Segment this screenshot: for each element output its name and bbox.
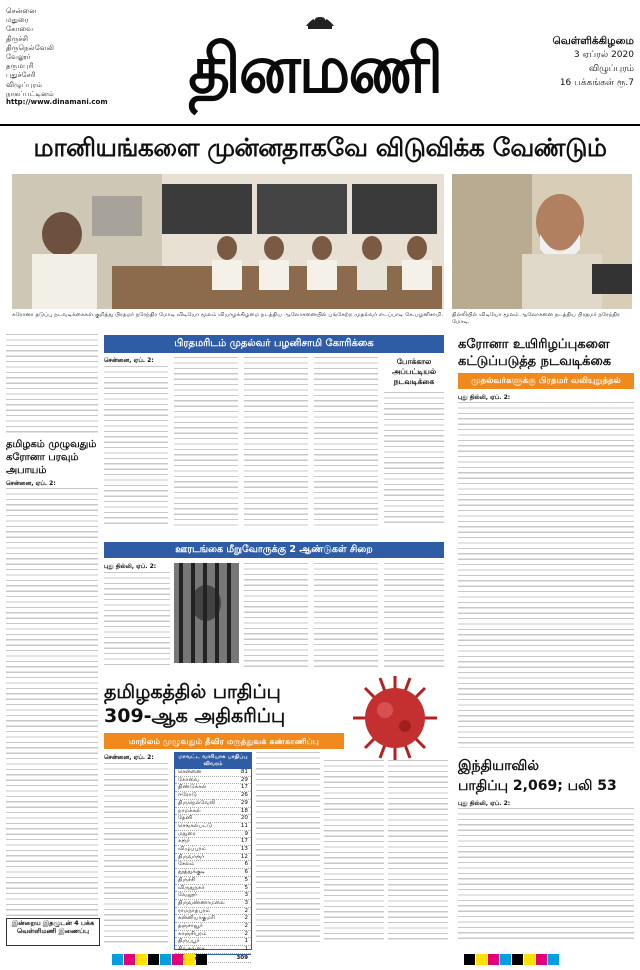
main-headline: மானியங்களை முன்னதாகவே விடுவிக்க வேண்டும் — [33, 133, 607, 162]
story2-col1 — [104, 572, 170, 667]
story3-headline — [104, 680, 344, 728]
district-row — [175, 831, 251, 839]
issue-date: 3 ஏப்ரல் 2020 — [573, 50, 634, 60]
district-name: வேலூர் — [178, 892, 198, 899]
sidebox-body — [384, 392, 444, 526]
story1-band: பிரதமரிடம் முதல்வர் பழனிசாமி கோரிக்கை — [104, 335, 444, 353]
edition: வேலூர் — [6, 52, 31, 62]
right-story-headline: கரோனா உயிரிழப்புகளை கட்டுப்படுத்த நடவடிக்கை — [458, 337, 612, 369]
district-count: 29 — [240, 776, 248, 783]
weekday: வெள்ளிக்கிழமை — [552, 35, 634, 47]
district-row — [175, 823, 251, 831]
india-story-headline — [458, 756, 634, 796]
story1-dateline: சென்னை, ஏப். 2: — [104, 357, 154, 364]
district-count: 11 — [240, 822, 248, 829]
story1-col3 — [244, 357, 308, 526]
left-story-body — [6, 488, 98, 918]
district-name: சென்னை — [178, 769, 202, 775]
photo-caption-left: கரோனா தடுப்பு நடவடிக்கைகள் குறித்து பிரதமர் நரேந்திர மோடி விடியோ மூலம் வியாழக்கிழமை நடத்திய ஆலோசனையில் பங்கேற்ற முதல்வர் எடப்பாடி கே.பழனிசாமி. — [12, 312, 444, 318]
district-row — [175, 792, 251, 800]
district-row — [175, 861, 251, 869]
district-name: நாமக்கல் — [178, 807, 201, 814]
district-name: தூத்துக்குடி — [178, 869, 206, 876]
district-count: 17 — [240, 838, 248, 845]
district-row — [175, 908, 251, 916]
story1-col4 — [314, 357, 378, 526]
photo-caption-right: தில்லியில் விடியோ மூலம் ஆலோசனை நடத்திய பிரதமர் நரேந்திர மோடி. — [452, 312, 620, 325]
district-count: 81 — [240, 769, 248, 775]
edition-name: விழுப்புரம் — [588, 64, 634, 74]
district-name: சேலம் — [178, 861, 195, 868]
edition: திருநெல்வேலி — [6, 42, 55, 52]
district-name: திண்டுக்கல் — [178, 784, 207, 791]
story3-col1 — [104, 763, 168, 943]
district-row — [175, 846, 251, 854]
story3-headline-line1: தமிழகத்தில் பாதிப்பு — [104, 681, 281, 703]
district-row — [175, 892, 251, 900]
district-row — [175, 938, 251, 946]
district-table-title: மாவட்ட வாரியாக பாதிப்பு விவரம் — [175, 753, 251, 769]
district-count: 3 — [244, 892, 248, 899]
district-count: 5 — [244, 884, 248, 891]
coronavirus-icon — [340, 668, 450, 768]
india-story-dateline: புது தில்லி, ஏப். 2: — [458, 800, 511, 807]
district-name: காஞ்சிபுரம் — [178, 930, 207, 937]
district-row — [175, 915, 251, 923]
district-count: 2 — [244, 930, 248, 937]
district-count: 2 — [244, 907, 248, 914]
district-name: விருதுநகர் — [178, 884, 205, 891]
edition: சென்னை — [6, 6, 37, 15]
district-name: கன்னியாகுமரி — [178, 915, 215, 922]
story1-col1 — [104, 366, 168, 526]
district-name: கோவை — [178, 776, 200, 783]
district-count: 18 — [240, 807, 248, 814]
registration-marks — [112, 950, 208, 969]
masthead-title: தினமணி — [188, 30, 442, 109]
photo-prime-minister — [452, 174, 632, 309]
date-block — [548, 34, 634, 90]
district-count: 29 — [240, 799, 248, 806]
left-column-story — [6, 334, 98, 434]
masthead-rule — [0, 124, 640, 126]
district-count: 2 — [244, 915, 248, 922]
india-story-body — [458, 808, 634, 942]
district-count: 13 — [240, 846, 248, 853]
district-count: 3 — [244, 899, 248, 906]
story2-band: ஊரடங்கை மீறுவோருக்கு 2 ஆண்டுகள் சிறை — [104, 542, 444, 558]
story3-col3 — [256, 752, 320, 942]
edition: கோவை — [6, 24, 34, 34]
district-row — [175, 931, 251, 939]
district-name: ராமநாதபுரம் — [178, 907, 211, 914]
story3-col4 — [324, 760, 384, 942]
district-name: திருநெல்வேலி — [178, 799, 216, 806]
pages-price: 16 பக்கங்கள் ரூ.7 — [559, 78, 634, 88]
district-name: மதுரை — [178, 830, 196, 837]
india-headline-line2: பாதிப்பு 2,069; பலி 53 — [458, 778, 617, 794]
district-count: 6 — [244, 861, 248, 868]
edition: தருமபுரி — [6, 61, 34, 71]
district-count: 26 — [240, 792, 248, 799]
edition: விழுப்புரம் — [6, 79, 43, 89]
district-name: திருவண்ணாமலை — [178, 899, 225, 906]
story2-col4 — [314, 563, 378, 667]
district-name: திருச்சி — [178, 876, 196, 883]
district-count: 6 — [244, 869, 248, 876]
edition: புதுச்சேரி — [6, 70, 36, 80]
district-count: 1 — [244, 946, 248, 953]
sidebox-title: போக்கால அப்பட்டியல் நடவடிக்கை — [391, 357, 437, 386]
editions-list — [6, 6, 68, 98]
district-count: 17 — [240, 784, 248, 791]
district-row — [175, 769, 251, 777]
district-total-value: 309 — [236, 954, 248, 961]
district-row — [175, 838, 251, 846]
district-row — [175, 877, 251, 885]
story1-col2 — [174, 357, 238, 526]
district-row — [175, 784, 251, 792]
district-count: 1 — [244, 938, 248, 945]
story2-dateline: புது தில்லி, ஏப். 2: — [104, 563, 157, 570]
website-link[interactable]: http://www.dinamani.com — [6, 98, 108, 106]
district-name: தேனி — [178, 815, 193, 822]
district-name: திருவாரூர் — [178, 853, 205, 860]
district-row — [175, 869, 251, 877]
district-name: சிவகங்கை — [178, 946, 206, 953]
story3-headline-line2: 309-ஆக அதிகரிப்பு — [104, 705, 286, 727]
district-row — [175, 815, 251, 823]
story2-col3 — [244, 563, 308, 667]
photo-meeting — [12, 174, 444, 309]
district-row — [175, 900, 251, 908]
district-name: தஞ்சாவூர் — [178, 923, 203, 930]
masthead-logo — [170, 30, 460, 112]
right-story-body — [458, 402, 634, 748]
district-count: 20 — [240, 815, 248, 822]
left-story-title: தமிழகம் முழுவதும் கரோனா பரவும் அபாயம் — [6, 439, 97, 476]
registration-marks-right — [464, 950, 560, 969]
district-table — [174, 752, 252, 961]
district-name: திருப்பூர் — [178, 938, 200, 945]
edition: மதுரை — [6, 15, 29, 25]
district-count: 2 — [244, 923, 248, 930]
district-row — [175, 923, 251, 931]
edition: நாகப்பட்டினம் — [6, 88, 54, 98]
left-story-dateline: சென்னை, ஏப். 2: — [6, 480, 56, 487]
right-story-subhead: முதல்வர்களுக்கு பிரதமர் வலியுறுத்தல் — [458, 373, 634, 389]
right-story-dateline: புது தில்லி, ஏப். 2: — [458, 394, 511, 401]
edition: திருச்சி — [6, 33, 29, 43]
supplement-notice: இன்றைய இதழுடன் 4 பக்க வெள்ளிமணி இணைப்பு — [6, 918, 100, 946]
story3-col5 — [388, 760, 448, 942]
district-name: கரூர் — [178, 838, 190, 845]
story3-dateline: சென்னை, ஏப். 2: — [104, 754, 154, 761]
district-count: 12 — [240, 853, 248, 860]
district-name: செங்கல்பட்டு — [178, 822, 213, 829]
district-name: விழுப்புரம் — [178, 846, 207, 853]
district-count: 9 — [244, 830, 248, 837]
story2-col5 — [384, 563, 444, 667]
district-count: 5 — [244, 876, 248, 883]
district-row — [175, 800, 251, 808]
india-headline-line1: இந்தியாவில் — [458, 758, 539, 774]
prison-photo — [174, 563, 239, 663]
district-name: ஈரோடு — [178, 792, 197, 799]
district-table-rows — [175, 769, 251, 954]
story3-subhead: மாநிலம் முழுவதும் தீவிர மருத்துவக் கண்காணிப்பு — [104, 733, 344, 749]
